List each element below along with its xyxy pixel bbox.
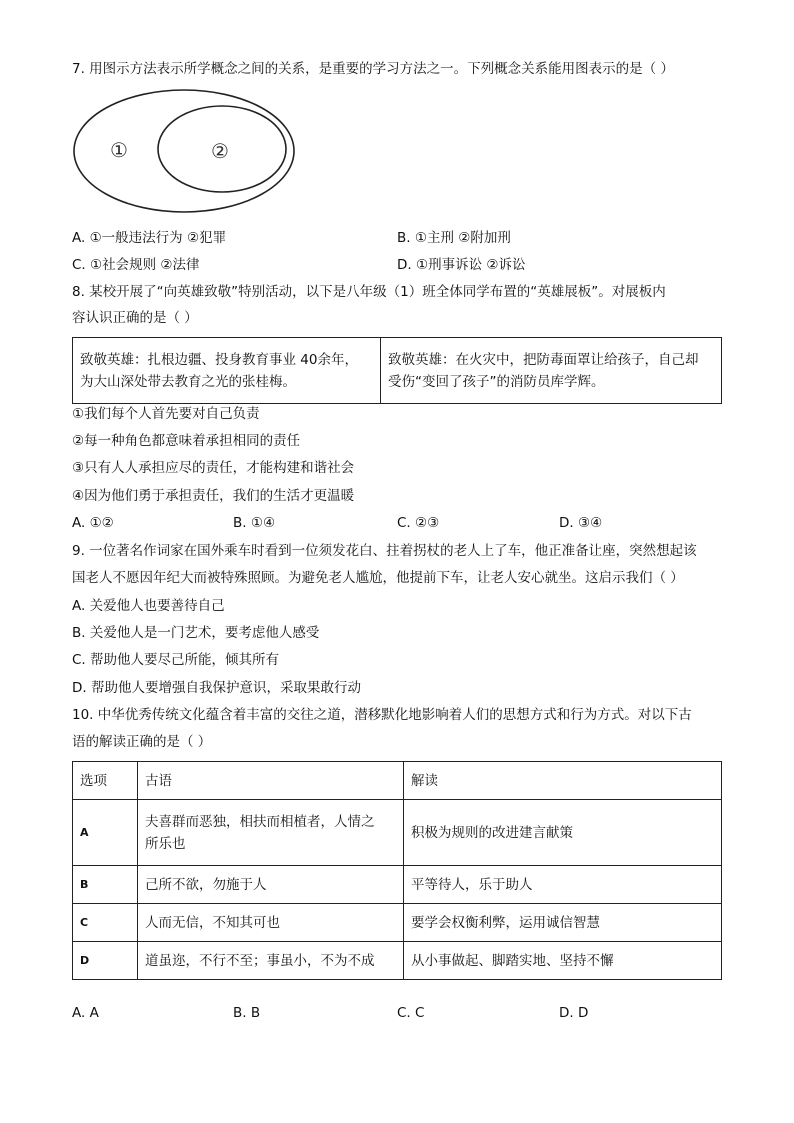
q8-board-right [381, 338, 722, 404]
q7-option-c[interactable]: C. ①社会规则 ②法律 [72, 257, 200, 273]
q10-option-c[interactable]: C. C [397, 1005, 425, 1021]
table-cell-saying: 人而无信，不知其可也 [138, 904, 404, 942]
q8-hero-board [72, 337, 722, 404]
q8-option-d[interactable]: D. ③④ [559, 515, 603, 531]
q9-stem-line1: 9. 一位著名作词家在国外乘车时看到一位须发花白、拄着拐杖的老人上了车，他正准备让座，突然想起该 [72, 543, 697, 559]
q9-stem-line2: 国老人不愿因年纪大而被特殊照顾。为避免老人尴尬，他提前下车，让老人安心就坐。这启示我们（ ） [72, 570, 684, 586]
q8-statement-1: ①我们每个人首先要对自己负责 [72, 406, 260, 422]
q8-statement-4: ④因为他们勇于承担责任，我们的生活才更温暖 [72, 488, 355, 504]
q10-sayings-table [72, 761, 722, 980]
q10-stem-line2: 语的解读正确的是（ ） [72, 734, 212, 750]
q7-option-b[interactable]: B. ①主刑 ②附加刑 [397, 230, 511, 246]
q10-option-b[interactable]: B. B [233, 1005, 261, 1021]
table-cell-saying: 道虽迩，不行不至；事虽小，不为不成 [138, 942, 404, 980]
table-cell-saying: 己所不欲，勿施于人 [138, 866, 404, 904]
q8-option-a[interactable]: A. ①② [72, 515, 114, 531]
table-cell-label: A [73, 800, 138, 866]
table-row [73, 904, 722, 942]
q9-option-c[interactable]: C. 帮助他人要尽己所能，倾其所有 [72, 652, 280, 668]
table-header-option: 选项 [73, 762, 138, 800]
q9-option-a[interactable]: A. 关爱他人也要善待自己 [72, 598, 225, 614]
table-cell-saying [138, 800, 404, 866]
q8-option-c[interactable]: C. ②③ [397, 515, 440, 531]
table-cell-reading: 平等待人，乐于助人 [404, 866, 722, 904]
table-header-row [73, 762, 722, 800]
table-cell-reading: 积极为规则的改进建言献策 [404, 800, 722, 866]
q8-stem-line2: 容认识正确的是（ ） [72, 310, 198, 326]
q8-stem-line1: 8. 某校开展了“向英雄致敬”特别活动，以下是八年级（1）班全体同学布置的“英雄展板”。对展板内 [72, 284, 666, 300]
saying-line1: 夫喜群而恶独，相扶而相植者，人情之 [145, 813, 375, 830]
q7-stem: 7. 用图示方法表示所学概念之间的关系，是重要的学习方法之一。下列概念关系能用图表示的是（ ） [72, 61, 674, 77]
q9-option-b[interactable]: B. 关爱他人是一门艺术，要考虑他人感受 [72, 625, 320, 641]
table-header-saying: 古语 [138, 762, 404, 800]
q8-option-b[interactable]: B. ①④ [233, 515, 276, 531]
table-cell-label: C [73, 904, 138, 942]
q7-option-d[interactable]: D. ①刑事诉讼 ②诉讼 [397, 257, 526, 273]
table-header-reading: 解读 [404, 762, 722, 800]
q8-statement-2: ②每一种角色都意味着承担相同的责任 [72, 433, 301, 449]
table-row [73, 800, 722, 866]
saying-line2: 所乐也 [145, 835, 186, 852]
q7-inner-label: ② [211, 139, 229, 163]
q8-board-right-line1: 致敬英雄：在火灾中，把防毒面罩让给孩子，自己却 [388, 351, 699, 368]
q7-venn-diagram [68, 84, 300, 218]
table-cell-label: B [73, 866, 138, 904]
q7-option-a[interactable]: A. ①一般违法行为 ②犯罪 [72, 230, 227, 246]
table-row [73, 866, 722, 904]
q8-board-left-line2: 为大山深处带去教育之光的张桂梅。 [80, 373, 296, 390]
q8-board-left [73, 338, 381, 404]
table-cell-reading: 要学会权衡利弊，运用诚信智慧 [404, 904, 722, 942]
q8-statement-3: ③只有人人承担应尽的责任，才能构建和谐社会 [72, 460, 355, 476]
q8-board-right-line2: 受伤“变回了孩子”的消防员库学辉。 [388, 373, 605, 390]
table-cell-label: D [73, 942, 138, 980]
q7-outer-label: ① [110, 138, 128, 162]
q7-outer-ellipse [74, 90, 294, 212]
q10-option-a[interactable]: A. A [72, 1005, 99, 1021]
table-cell-reading: 从小事做起、脚踏实地、坚持不懈 [404, 942, 722, 980]
q9-option-d[interactable]: D. 帮助他人要增强自我保护意识，采取果敢行动 [72, 680, 361, 696]
q8-board-left-line1: 致敬英雄：扎根边疆、投身教育事业 40余年， [80, 351, 358, 368]
q10-stem-line1: 10. 中华优秀传统文化蕴含着丰富的交往之道，潜移默化地影响着人们的思想方式和行为方式。对以下古 [72, 707, 692, 723]
table-row [73, 942, 722, 980]
q10-option-d[interactable]: D. D [559, 1005, 589, 1021]
